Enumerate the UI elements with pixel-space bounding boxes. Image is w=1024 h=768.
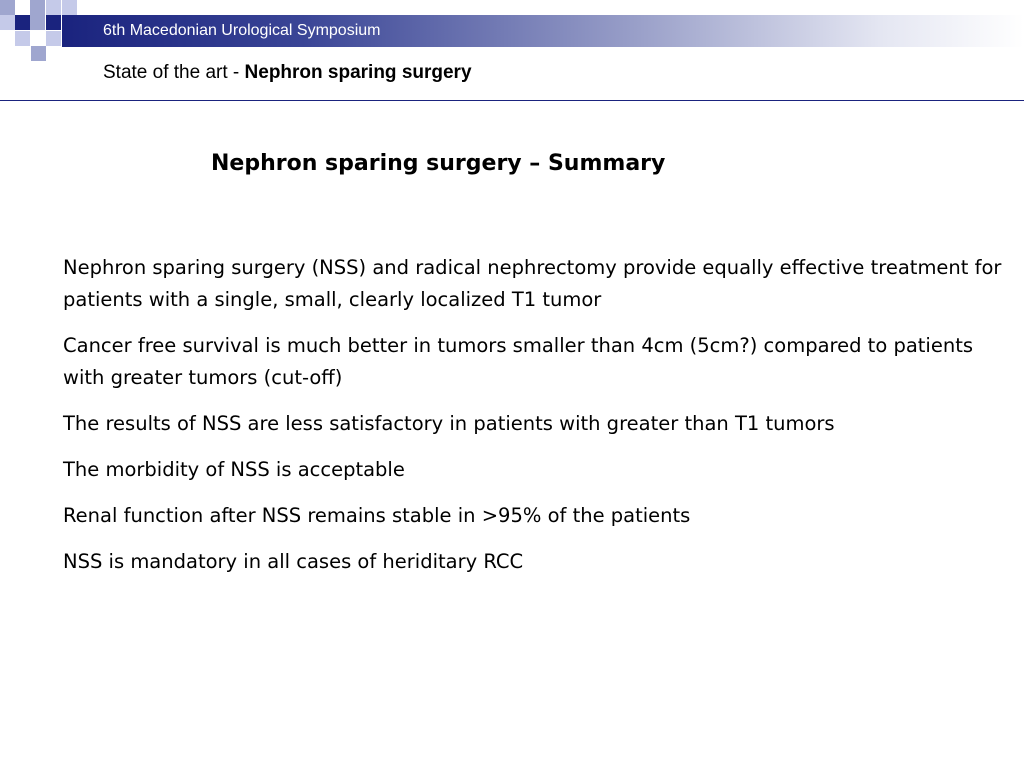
summary-point: NSS is mandatory in all cases of heriditary RCC [63, 550, 524, 573]
banner-title: 6th Macedonian Urological Symposium [103, 22, 381, 39]
subtitle-prefix: State of the art - [103, 62, 245, 83]
summary-point: Renal function after NSS remains stable in >95% of the patients [63, 504, 691, 527]
summary-point: Cancer free survival is much better in tumors smaller than 4cm (5cm?) compared to patients with greater tumors (cut-off) [63, 334, 974, 389]
summary-point: The morbidity of NSS is acceptable [63, 458, 405, 481]
slide-heading: Nephron sparing surgery – Summary [211, 151, 666, 176]
header-divider [0, 100, 1024, 101]
subtitle-topic: Nephron sparing surgery [244, 62, 472, 83]
summary-points [63, 252, 1008, 592]
summary-point: Nephron sparing surgery (NSS) and radical nephrectomy provide equally effective treatment for patients with a single, small, clearly localized T1 tumor [63, 256, 1002, 311]
slide-subtitle [103, 62, 472, 84]
summary-point: The results of NSS are less satisfactory in patients with greater than T1 tumors [63, 412, 835, 435]
